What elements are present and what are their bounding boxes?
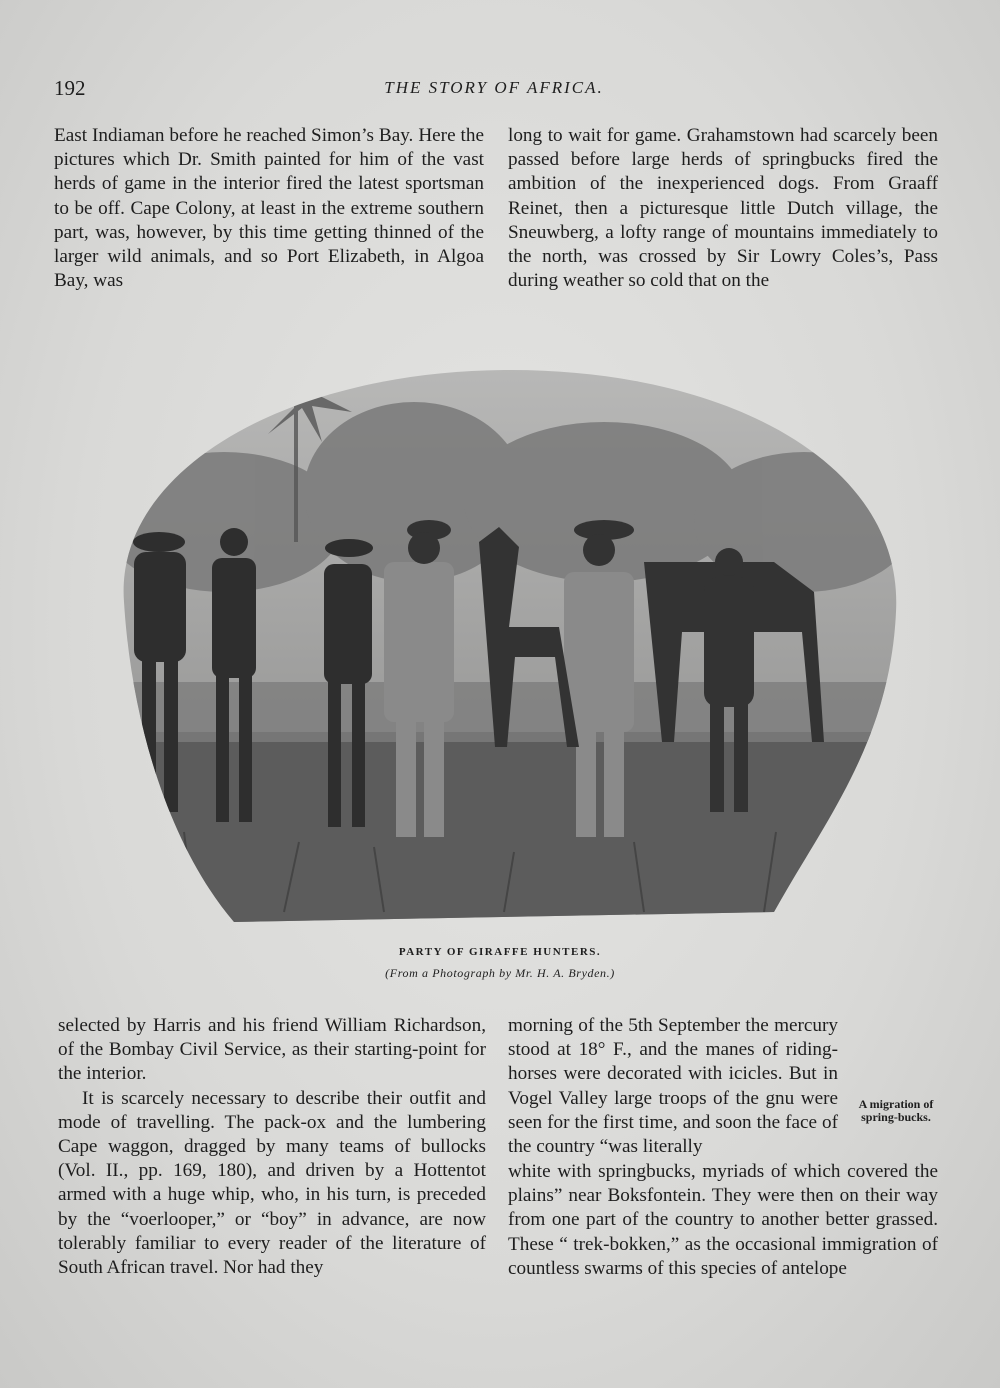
running-title: THE STORY OF AFRICA. bbox=[384, 78, 604, 97]
paragraph: It is scarcely necessary to describe their outfit and mode of travelling. The pack-ox and the lumbering Cape waggon, dragged by many teams of bullocks (Vol. II., pp. 169, 180), and driven by a Hottentot armed with a huge whip, who, in his turn, is preceded by the “voerlooper,” or “boy” in advance, are now tolerably familiar to every reader of the literature of South African travel. Nor had they bbox=[58, 1087, 486, 1279]
text-column-top-left bbox=[54, 124, 484, 293]
page-header bbox=[44, 72, 944, 106]
text-column-bottom-right-narrow bbox=[508, 1014, 838, 1159]
paragraph: white with springbucks, myriads of which covered the plains” near Boksfontein. They were then on their way from one part of the country to another better grassed. These “ trek-bokken,” as the occasional immigration of countless swarms of this species of antelope bbox=[508, 1161, 938, 1279]
giraffe-hunters-illustration bbox=[84, 352, 920, 930]
paragraph: East Indiaman before he reached Simon’s Bay. Here the pictures which Dr. Smith painted for him of the vast herds of game in the interior fired the latest sportsman to be off. Cape Colony, at least in the extreme southern part, was, however, by this time getting thinned of the larger wild animals, and so Port Elizabeth, in Algoa Bay, was bbox=[54, 125, 484, 292]
text-column-bottom-left bbox=[58, 1014, 486, 1280]
paragraph: morning of the 5th September the mercury stood at 18° F., and the manes of riding-horses were decorated with icicles. But in Vogel Valley large troops of the gnu were seen for the first time, and soon the face of the country “was literally bbox=[508, 1015, 838, 1158]
text-column-bottom-right bbox=[508, 1160, 938, 1281]
page-number: 192 bbox=[54, 76, 86, 100]
paragraph: selected by Harris and his friend William Richardson, of the Bombay Civil Service, as their starting-point for the interior. bbox=[58, 1015, 486, 1085]
margin-sidenote: A migration of spring-bucks. bbox=[858, 1097, 934, 1124]
text-column-top-right bbox=[508, 124, 938, 293]
figure-caption-credit: (From a Photograph by Mr. H. A. Bryden.) bbox=[385, 966, 615, 980]
figure-caption-title: PARTY OF GIRAFFE HUNTERS. bbox=[398, 946, 602, 958]
paragraph: long to wait for game. Grahamstown had scarcely been passed before large herds of springbucks fired the ambition of the inexperienced dogs. From Graaff Reinet, then a picturesque little Dutch village, the Sneuwberg, a lofty range of mountains immediately to the north, was crossed by Sir Lowry Coles’s, Pass during weather so cold that on the bbox=[508, 125, 938, 292]
